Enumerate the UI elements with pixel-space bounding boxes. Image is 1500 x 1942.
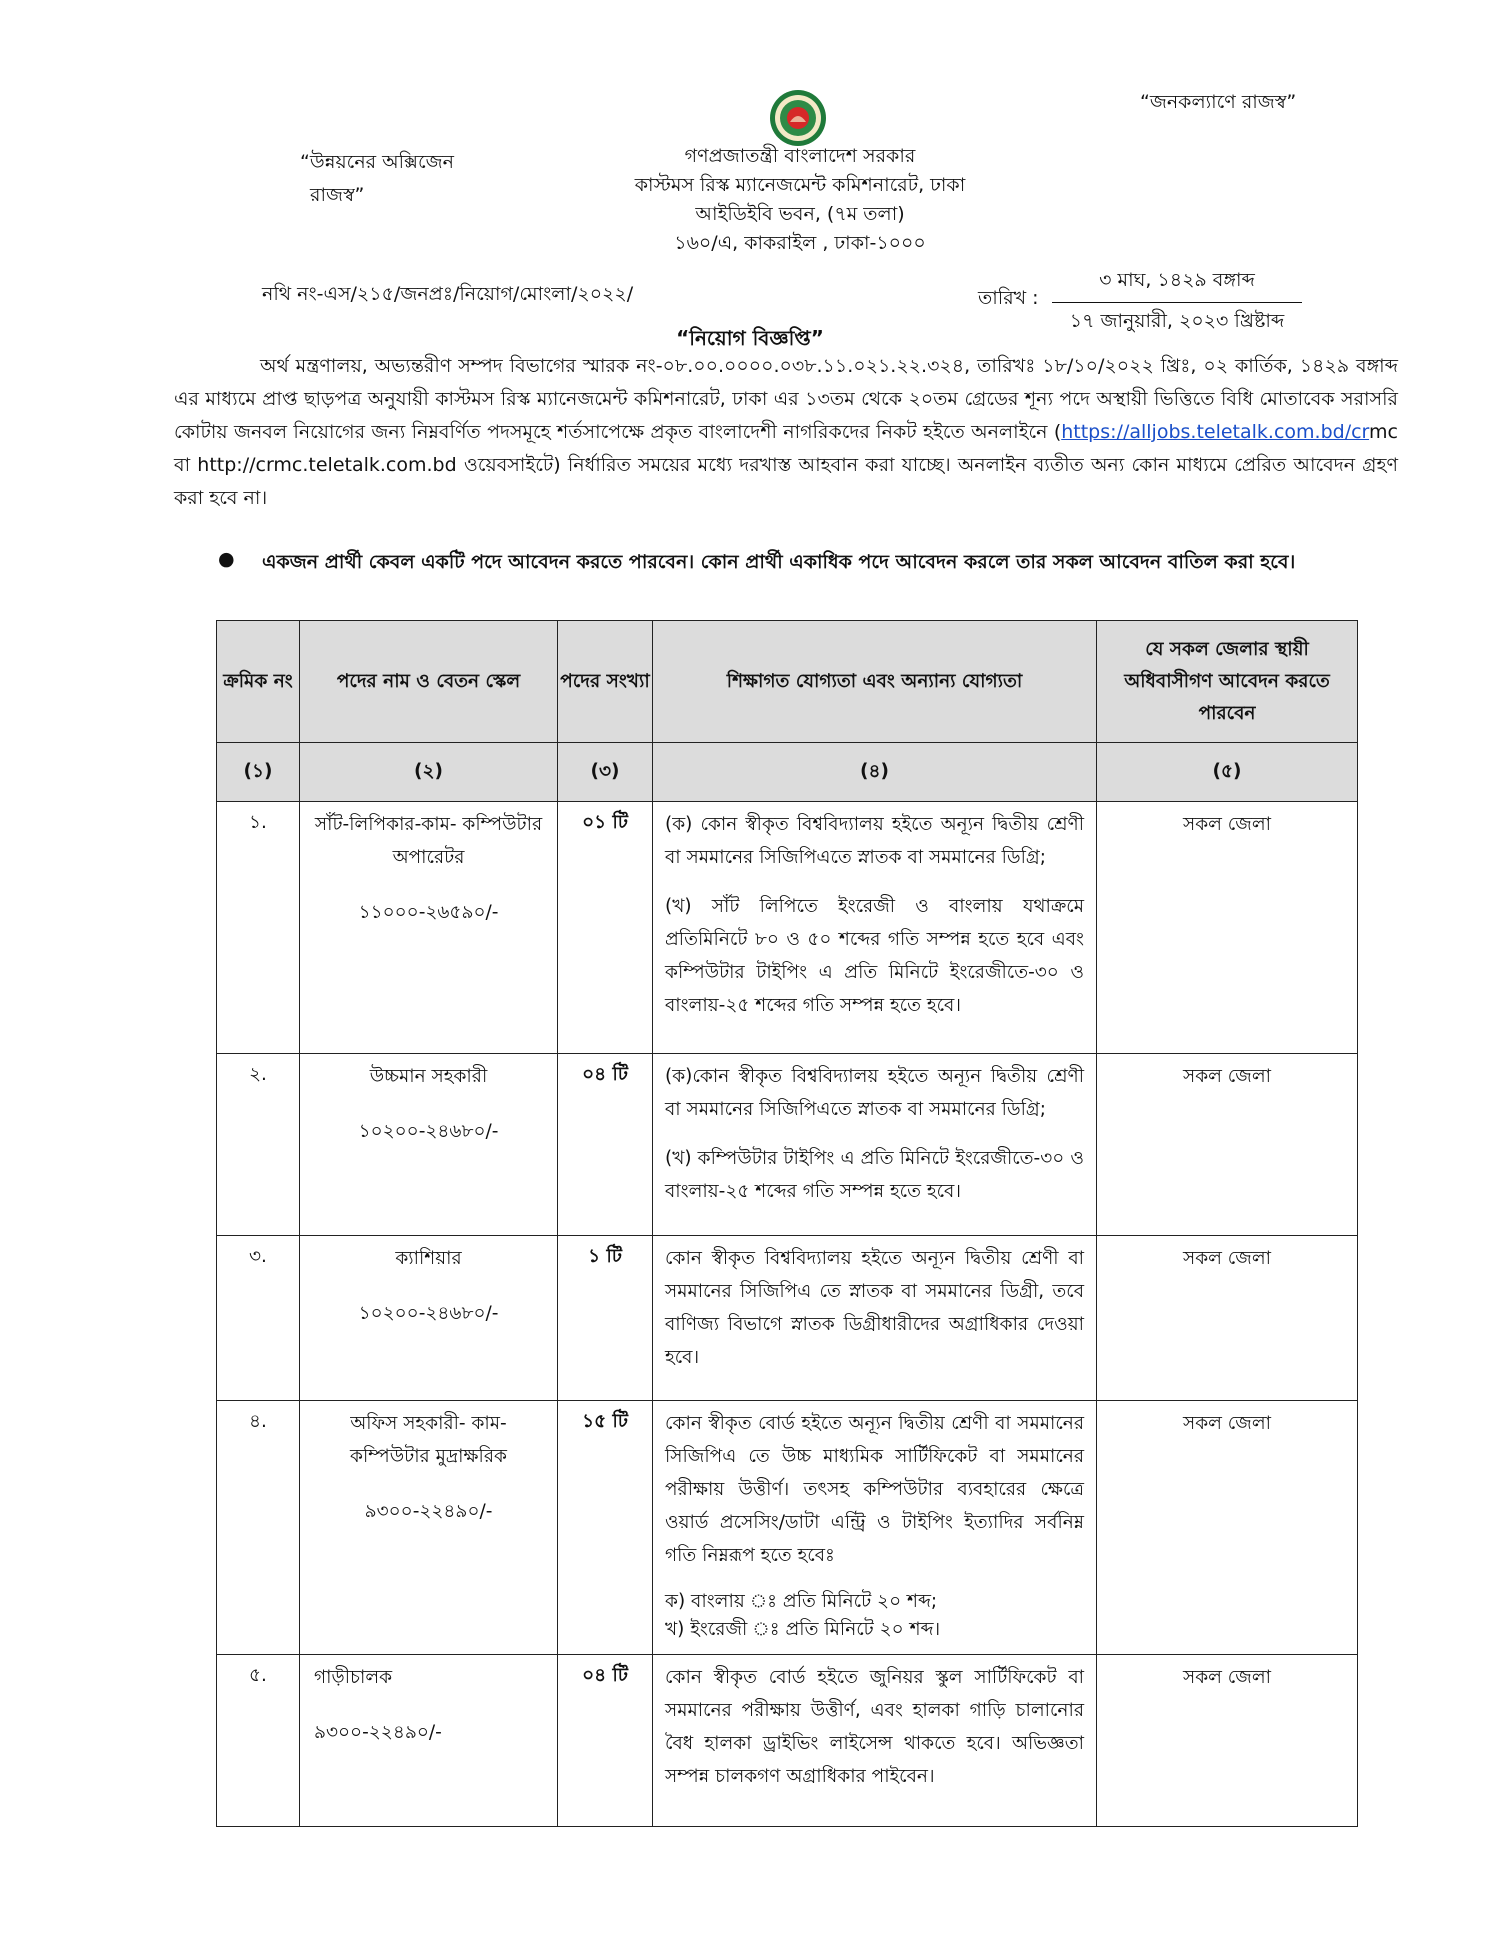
table-row <box>217 1236 1358 1401</box>
qualification-text: (খ) সাঁট লিপিতে ইংরেজী ও বাংলায় যথাক্রমে প্রতিমিনিটে ৮০ ও ৫০ শব্দের গতি সম্পন্ন হতে হবে এবং কম্পিউটার টাইপিং এ প্রতি মিনিটে ইংরেজীতে-৩০ ও বাংলায়-২৫ শব্দের গতি সম্পন্ন হতে হবে। <box>665 896 1084 1016</box>
header-line-4: ১৬০/এ, কাকরাইল , ঢাকা-১০০০ <box>674 232 926 254</box>
column-number: (৪) <box>653 743 1097 802</box>
qualification-text: কোন স্বীকৃত বোর্ড হইতে জুনিয়র স্কুল সার্টিফিকেট বা সমমানের পরীক্ষায় উত্তীর্ণ, এবং হালকা গাড়ি চালানোর বৈধ হালকা ড্রাইভিং লাইসেন্স থাকতে হবে। অভিজ্ঞতা সম্পন্ন চালকগণ অগ্রাধিকার পাইবেন। <box>665 1667 1084 1787</box>
body-text-part-2: mc বা http://crmc.teletalk.com.bd ওয়েবসাইটে) নির্ধারিত সময়ের মধ্যে দরখাস্ত আহবান করা যাচ্ছে। অনলাইন ব্যতীত অন্য কোন মাধ্যমে প্রেরিত আবেদন গ্রহণ করা হবে না। <box>174 421 1398 509</box>
qualification-text: কোন স্বীকৃত বিশ্ববিদ্যালয় হইতে অন্যূন দ্বিতীয় শ্রেণী বা সমমানের সিজিপিএ তে স্নাতক বা সমমানের ডিগ্রী, তবে বাণিজ্য বিভাগে স্নাতক ডিগ্রীধারীদের অগ্রাধিকার দেওয়া হবে। <box>665 1248 1084 1368</box>
qualification-text: (ক) কোন স্বীকৃত বিশ্ববিদ্যালয় হইতে অন্যূন দ্বিতীয় শ্রেণী বা সমমানের সিজিপিএতে স্নাতক বা সমমানের ডিগ্রি; <box>665 814 1084 868</box>
district-cell: সকল জেলা <box>1097 1054 1358 1236</box>
serial-cell: ১. <box>217 802 300 1054</box>
count-cell: ১৫ টি <box>558 1401 653 1655</box>
pay-scale: ১১০০০-২৬৫৯০/- <box>358 902 499 923</box>
table-row <box>217 1054 1358 1236</box>
body-text-part-1: অর্থ মন্ত্রণালয়, অভ্যন্তরীণ সম্পদ বিভাগের স্মারক নং-০৮.০০.০০০০.০৩৮.১১.০২১.২২.৩২৪, তারিখঃ ১৮/১০/২০২২ খ্রিঃ, ০২ কার্তিক, ১৪২৯ বঙ্গাব্দ এর মাধ্যমে প্রাপ্ত ছাড়পত্র অনুযায়ী কাস্টমস রিস্ক ম্যানেজমেন্ট কমিশনারেট, ঢাকা এর ১৩তম থেকে ২০তম গ্রেডের শূন্য পদে অস্থায়ী ভিত্তিতে বিধি মোতাবেক সরাসরি কোটায় জনবল নিয়োগের জন্য নিম্নবর্ণিত পদসমূহে শর্তসাপেক্ষে প্রকৃত বাংলাদেশী নাগরিকদের নিকট হইতে অনলাইনে ( <box>174 355 1398 443</box>
serial-cell: ৫. <box>217 1655 300 1827</box>
government-emblem-icon <box>768 88 828 148</box>
count-cell: ০৪ টি <box>558 1655 653 1827</box>
column-number: (২) <box>300 743 558 802</box>
column-number-row <box>217 743 1358 802</box>
notice-body <box>174 350 1398 515</box>
bullet-icon: ● <box>218 548 235 570</box>
serial-cell: ৪. <box>217 1401 300 1655</box>
header-district: যে সকল জেলার স্থায়ী অধিবাসীগণ আবেদন করতে পারবেন <box>1097 621 1358 743</box>
column-number: (১) <box>217 743 300 802</box>
post-name: সাঁট-লিপিকার-কাম- কম্পিউটার অপারেটর <box>314 814 543 868</box>
date-bangla: ৩ মাঘ, ১৪২৯ বঙ্গাব্দ <box>1052 266 1302 303</box>
office-header <box>480 142 1120 258</box>
serial-cell: ২. <box>217 1054 300 1236</box>
post-cell <box>300 802 558 1054</box>
qualification-text: কোন স্বীকৃত বোর্ড হইতে অন্যূন দ্বিতীয় শ্রেণী বা সমমানের সিজিপিএ তে উচ্চ মাধ্যমিক সার্টিফিকেট বা সমমানের পরীক্ষায় উত্তীর্ণ। তৎসহ কম্পিউটার ব্যবহারের ক্ষেত্রে ওয়ার্ড প্রসেসিং/ডাটা এন্ট্রি ও টাইপিং ইত্যাদির সর্বনিম্ন গতি নিম্নরূপ হতে হবেঃ <box>665 1413 1084 1566</box>
qualification-cell <box>653 1236 1097 1401</box>
pay-scale: ১০২০০-২৪৬৮০/- <box>358 1303 499 1324</box>
qualification-cell <box>653 1054 1097 1236</box>
district-cell: সকল জেলা <box>1097 1236 1358 1401</box>
slogan-left-line-2: রাজস্ব” <box>310 184 365 206</box>
qualification-cell <box>653 1655 1097 1827</box>
qualification-text: (ক)কোন স্বীকৃত বিশ্ববিদ্যালয় হইতে অন্যূন দ্বিতীয় শ্রেণী বা সমমানের সিজিপিএতে স্নাতক বা সমমানের ডিগ্রি; <box>665 1066 1084 1120</box>
slogan-right: “জনকল্যাণে রাজস্ব” <box>1140 91 1297 113</box>
date-label: তারিখ : <box>978 287 1039 309</box>
header-post: পদের নাম ও বেতন স্কেল <box>300 621 558 743</box>
header-line-2: কাস্টমস রিস্ক ম্যানেজমেন্ট কমিশনারেট, ঢাকা <box>634 174 966 196</box>
post-cell <box>300 1655 558 1827</box>
post-cell <box>300 1054 558 1236</box>
table-row <box>217 1655 1358 1827</box>
column-number: (৫) <box>1097 743 1358 802</box>
slogan-left-line-1: “উন্নয়নের অক্সিজেন <box>300 151 454 173</box>
post-name: গাড়ীচালক <box>314 1667 393 1688</box>
count-cell: ১ টি <box>558 1236 653 1401</box>
serial-cell: ৩. <box>217 1236 300 1401</box>
post-name: উচ্চমান সহকারী <box>369 1066 488 1087</box>
district-cell: সকল জেলা <box>1097 1655 1358 1827</box>
pay-scale: ৯৩০০-২২৪৯০/- <box>364 1501 493 1522</box>
note-text: একজন প্রার্থী কেবল একটি পদে আবেদন করতে পারবেন। কোন প্রার্থী একাধিক পদে আবেদন করলে তার সকল আবেদন বাতিল করা হবে। <box>262 551 1296 573</box>
table-row <box>217 802 1358 1054</box>
count-cell: ০১ টি <box>558 802 653 1054</box>
teletalk-link[interactable]: https://alljobs.teletalk.com.bd/cr <box>1061 421 1370 443</box>
district-cell: সকল জেলা <box>1097 1401 1358 1655</box>
post-name: অফিস সহকারী- কাম- কম্পিউটার মুদ্রাক্ষরিক <box>350 1413 507 1467</box>
header-qualification: শিক্ষাগত যোগ্যতা এবং অন্যান্য যোগ্যতা <box>653 621 1097 743</box>
qualification-cell <box>653 802 1097 1054</box>
column-number: (৩) <box>558 743 653 802</box>
pay-scale: ৯৩০০-২২৪৯০/- <box>314 1722 442 1743</box>
table-row <box>217 1401 1358 1655</box>
date-english: ১৭ জানুয়ারী, ২০২৩ খ্রিষ্টাব্দ <box>1069 310 1285 332</box>
qualification-text: (খ) কম্পিউটার টাইপিং এ প্রতি মিনিটে ইংরেজীতে-৩০ ও বাংলায়-২৫ শব্দের গতি সম্পন্ন হতে হবে। <box>665 1148 1084 1202</box>
header-serial: ক্রমিক নং <box>217 621 300 743</box>
slogan-left <box>300 146 500 212</box>
qualification-line: ক) বাংলায় ঃ প্রতি মিনিটে ২০ শব্দ; <box>665 1591 938 1612</box>
header-line-3: আইডিইবি ভবন, (৭ম তলা) <box>695 203 905 225</box>
pay-scale: ১০২০০-২৪৬৮০/- <box>358 1121 499 1142</box>
header-line-1: গণপ্রজাতন্ত্রী বাংলাদেশ সরকার <box>684 145 916 167</box>
qualification-line: খ) ইংরেজী ঃ প্রতি মিনিটে ২০ শব্দ। <box>665 1619 941 1640</box>
vacancy-table <box>216 620 1358 1827</box>
post-name: ক্যাশিয়ার <box>395 1248 462 1269</box>
post-cell <box>300 1401 558 1655</box>
post-cell <box>300 1236 558 1401</box>
header-count: পদের সংখ্যা <box>558 621 653 743</box>
count-cell: ০৪ টি <box>558 1054 653 1236</box>
notice-title: “নিয়োগ বিজ্ঞপ্তি” <box>676 326 824 350</box>
reference-number: নথি নং-এস/২১৫/জনপ্রঃ/নিয়োগ/মোংলা/২০২২/ <box>262 283 634 305</box>
district-cell: সকল জেলা <box>1097 802 1358 1054</box>
qualification-cell <box>653 1401 1097 1655</box>
